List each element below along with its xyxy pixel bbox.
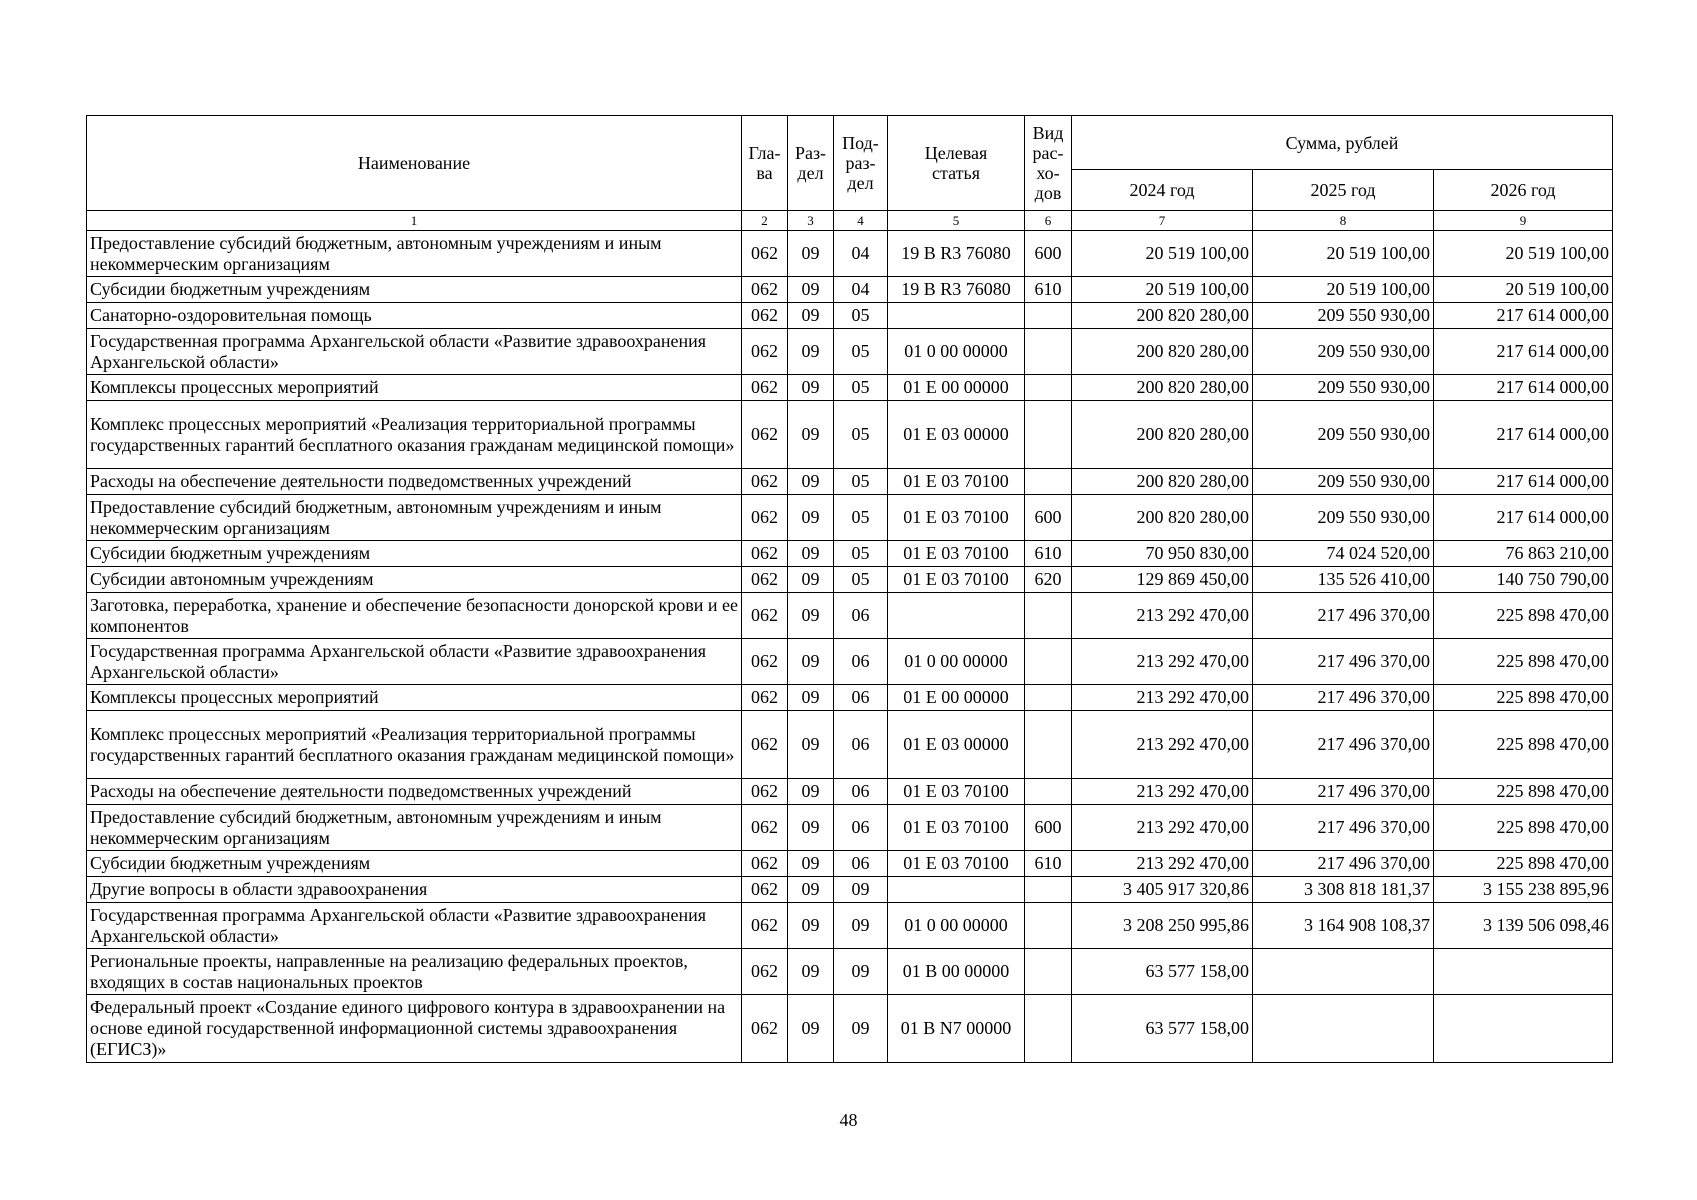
row-amount-2025: 217 496 370,00 [1253, 593, 1434, 639]
row-chapter: 062 [742, 711, 788, 779]
row-expense-type [1025, 903, 1072, 949]
row-section: 09 [788, 231, 834, 277]
row-subsection: 05 [834, 375, 888, 401]
row-subsection: 09 [834, 995, 888, 1063]
row-name: Предоставление субсидий бюджетным, автономным учреждениям и иным некоммерческим организациям [87, 805, 742, 851]
row-expense-type: 600 [1025, 495, 1072, 541]
row-amount-2024: 20 519 100,00 [1072, 231, 1253, 277]
row-section: 09 [788, 541, 834, 567]
row-subsection: 06 [834, 639, 888, 685]
row-target-article: 01 B 00 00000 [888, 949, 1025, 995]
row-expense-type [1025, 401, 1072, 469]
row-amount-2026: 225 898 470,00 [1434, 639, 1613, 685]
row-expense-type: 600 [1025, 805, 1072, 851]
row-amount-2024: 200 820 280,00 [1072, 401, 1253, 469]
row-amount-2026: 217 614 000,00 [1434, 375, 1613, 401]
row-chapter: 062 [742, 685, 788, 711]
row-expense-type [1025, 329, 1072, 375]
row-expense-type: 610 [1025, 851, 1072, 877]
row-subsection: 09 [834, 903, 888, 949]
row-amount-2026: 76 863 210,00 [1434, 541, 1613, 567]
budget-table [86, 115, 1613, 1063]
row-subsection: 05 [834, 567, 888, 593]
row-section: 09 [788, 711, 834, 779]
table-row [87, 375, 1613, 401]
row-amount-2026: 225 898 470,00 [1434, 851, 1613, 877]
row-name: Государственная программа Архангельской области «Развитие здравоохранения Архангельской области» [87, 329, 742, 375]
row-amount-2024: 213 292 470,00 [1072, 639, 1253, 685]
row-subsection: 05 [834, 303, 888, 329]
row-target-article: 01 Е 03 70100 [888, 567, 1025, 593]
row-section: 09 [788, 779, 834, 805]
row-amount-2024: 3 405 917 320,86 [1072, 877, 1253, 903]
row-subsection: 04 [834, 231, 888, 277]
row-chapter: 062 [742, 949, 788, 995]
row-amount-2025: 3 164 908 108,37 [1253, 903, 1434, 949]
row-chapter: 062 [742, 903, 788, 949]
row-amount-2024: 129 869 450,00 [1072, 567, 1253, 593]
row-amount-2025: 217 496 370,00 [1253, 639, 1434, 685]
table-row [87, 805, 1613, 851]
row-expense-type: 600 [1025, 231, 1072, 277]
row-subsection: 09 [834, 949, 888, 995]
row-chapter: 062 [742, 303, 788, 329]
row-target-article: 01 Е 03 70100 [888, 495, 1025, 541]
row-name: Заготовка, переработка, хранение и обеспечение безопасности донорской крови и ее компонентов [87, 593, 742, 639]
row-amount-2026: 20 519 100,00 [1434, 231, 1613, 277]
row-name: Комплексы процессных мероприятий [87, 685, 742, 711]
row-section: 09 [788, 329, 834, 375]
row-name: Расходы на обеспечение деятельности подведомственных учреждений [87, 779, 742, 805]
row-target-article: 01 Е 03 70100 [888, 805, 1025, 851]
row-amount-2025 [1253, 949, 1434, 995]
column-number: 4 [834, 211, 888, 231]
row-amount-2026: 217 614 000,00 [1434, 303, 1613, 329]
row-amount-2026: 217 614 000,00 [1434, 401, 1613, 469]
row-amount-2024: 200 820 280,00 [1072, 375, 1253, 401]
row-amount-2024: 200 820 280,00 [1072, 329, 1253, 375]
table-row [87, 303, 1613, 329]
page-number: 48 [839, 1110, 858, 1130]
column-number: 2 [742, 211, 788, 231]
row-expense-type [1025, 303, 1072, 329]
row-target-article: 01 Е 00 00000 [888, 375, 1025, 401]
row-amount-2026: 225 898 470,00 [1434, 779, 1613, 805]
row-name: Другие вопросы в области здравоохранения [87, 877, 742, 903]
row-section: 09 [788, 877, 834, 903]
row-target-article: 01 0 00 00000 [888, 639, 1025, 685]
row-chapter: 062 [742, 639, 788, 685]
table-row [87, 685, 1613, 711]
row-section: 09 [788, 593, 834, 639]
table-row [87, 711, 1613, 779]
row-name: Санаторно-оздоровительная помощь [87, 303, 742, 329]
row-amount-2025: 209 550 930,00 [1253, 401, 1434, 469]
row-subsection: 06 [834, 593, 888, 639]
header-year-2025: 2025 год [1253, 170, 1434, 211]
row-section: 09 [788, 851, 834, 877]
row-subsection: 06 [834, 805, 888, 851]
row-amount-2025: 20 519 100,00 [1253, 277, 1434, 303]
row-name: Государственная программа Архангельской области «Развитие здравоохранения Архангельской области» [87, 639, 742, 685]
header-target-article: Целевая статья [888, 116, 1025, 211]
row-name: Субсидии бюджетным учреждениям [87, 277, 742, 303]
row-amount-2025: 209 550 930,00 [1253, 329, 1434, 375]
header-sum: Сумма, рублей [1072, 116, 1613, 170]
row-chapter: 062 [742, 329, 788, 375]
table-row [87, 469, 1613, 495]
table-row [87, 995, 1613, 1063]
row-amount-2025 [1253, 995, 1434, 1063]
row-chapter: 062 [742, 851, 788, 877]
row-target-article: 19 B R3 76080 [888, 277, 1025, 303]
row-name: Расходы на обеспечение деятельности подведомственных учреждений [87, 469, 742, 495]
row-amount-2024: 20 519 100,00 [1072, 277, 1253, 303]
row-section: 09 [788, 567, 834, 593]
row-subsection: 06 [834, 685, 888, 711]
row-section: 09 [788, 949, 834, 995]
row-chapter: 062 [742, 401, 788, 469]
row-chapter: 062 [742, 593, 788, 639]
row-amount-2026: 3 155 238 895,96 [1434, 877, 1613, 903]
row-amount-2026 [1434, 995, 1613, 1063]
row-expense-type [1025, 877, 1072, 903]
row-subsection: 05 [834, 329, 888, 375]
table-row [87, 567, 1613, 593]
row-chapter: 062 [742, 231, 788, 277]
row-target-article: 19 B R3 76080 [888, 231, 1025, 277]
table-row [87, 329, 1613, 375]
row-amount-2026: 225 898 470,00 [1434, 685, 1613, 711]
row-target-article: 01 Е 03 70100 [888, 541, 1025, 567]
row-amount-2026: 225 898 470,00 [1434, 593, 1613, 639]
row-expense-type [1025, 779, 1072, 805]
row-subsection: 06 [834, 779, 888, 805]
row-target-article: 01 Е 03 00000 [888, 401, 1025, 469]
row-section: 09 [788, 303, 834, 329]
column-number: 6 [1025, 211, 1072, 231]
row-amount-2025: 3 308 818 181,37 [1253, 877, 1434, 903]
row-target-article: 01 0 00 00000 [888, 329, 1025, 375]
row-amount-2025: 217 496 370,00 [1253, 685, 1434, 711]
row-name: Федеральный проект «Создание единого цифрового контура в здравоохранении на основе единой государственной информационной системы здравоохранения (ЕГИСЗ)» [87, 995, 742, 1063]
table-row [87, 639, 1613, 685]
row-name: Комплексы процессных мероприятий [87, 375, 742, 401]
header-chapter: Гла- ва [742, 116, 788, 211]
row-amount-2024: 213 292 470,00 [1072, 593, 1253, 639]
row-amount-2025: 209 550 930,00 [1253, 303, 1434, 329]
row-amount-2024: 200 820 280,00 [1072, 303, 1253, 329]
table-row [87, 851, 1613, 877]
row-amount-2026: 20 519 100,00 [1434, 277, 1613, 303]
row-subsection: 04 [834, 277, 888, 303]
row-amount-2026 [1434, 949, 1613, 995]
row-amount-2024: 3 208 250 995,86 [1072, 903, 1253, 949]
row-expense-type: 620 [1025, 567, 1072, 593]
row-section: 09 [788, 469, 834, 495]
row-amount-2025: 217 496 370,00 [1253, 779, 1434, 805]
row-target-article [888, 877, 1025, 903]
row-amount-2024: 213 292 470,00 [1072, 685, 1253, 711]
row-expense-type: 610 [1025, 277, 1072, 303]
row-subsection: 09 [834, 877, 888, 903]
row-chapter: 062 [742, 541, 788, 567]
row-expense-type [1025, 685, 1072, 711]
row-amount-2024: 200 820 280,00 [1072, 469, 1253, 495]
row-target-article: 01 B N7 00000 [888, 995, 1025, 1063]
row-name: Комплекс процессных мероприятий «Реализация территориальной программы государственных гарантий бесплатного оказания гражданам медицинской помощи» [87, 711, 742, 779]
row-expense-type [1025, 995, 1072, 1063]
row-amount-2026: 217 614 000,00 [1434, 495, 1613, 541]
row-name: Государственная программа Архангельской области «Развитие здравоохранения Архангельской области» [87, 903, 742, 949]
row-subsection: 06 [834, 851, 888, 877]
row-target-article: 01 Е 00 00000 [888, 685, 1025, 711]
row-amount-2024: 213 292 470,00 [1072, 851, 1253, 877]
row-name: Субсидии бюджетным учреждениям [87, 851, 742, 877]
table-body [87, 231, 1613, 1063]
row-amount-2024: 63 577 158,00 [1072, 949, 1253, 995]
row-chapter: 062 [742, 805, 788, 851]
row-amount-2025: 209 550 930,00 [1253, 495, 1434, 541]
row-amount-2026: 3 139 506 098,46 [1434, 903, 1613, 949]
row-amount-2024: 200 820 280,00 [1072, 495, 1253, 541]
row-subsection: 06 [834, 711, 888, 779]
row-amount-2026: 225 898 470,00 [1434, 805, 1613, 851]
row-amount-2024: 70 950 830,00 [1072, 541, 1253, 567]
row-subsection: 05 [834, 401, 888, 469]
row-chapter: 062 [742, 877, 788, 903]
row-expense-type [1025, 639, 1072, 685]
header-year-2024: 2024 год [1072, 170, 1253, 211]
row-amount-2024: 213 292 470,00 [1072, 711, 1253, 779]
row-name: Предоставление субсидий бюджетным, автономным учреждениям и иным некоммерческим организациям [87, 495, 742, 541]
table-row [87, 231, 1613, 277]
row-amount-2025: 217 496 370,00 [1253, 805, 1434, 851]
row-chapter: 062 [742, 469, 788, 495]
row-target-article: 01 0 00 00000 [888, 903, 1025, 949]
row-chapter: 062 [742, 567, 788, 593]
row-target-article: 01 Е 03 70100 [888, 851, 1025, 877]
row-amount-2026: 140 750 790,00 [1434, 567, 1613, 593]
row-amount-2024: 213 292 470,00 [1072, 805, 1253, 851]
row-section: 09 [788, 995, 834, 1063]
row-expense-type [1025, 469, 1072, 495]
header-name: Наименование [87, 116, 742, 211]
table-row [87, 877, 1613, 903]
table-row [87, 277, 1613, 303]
column-number: 9 [1434, 211, 1613, 231]
row-subsection: 05 [834, 469, 888, 495]
row-amount-2025: 74 024 520,00 [1253, 541, 1434, 567]
row-name: Предоставление субсидий бюджетным, автономным учреждениям и иным некоммерческим организациям [87, 231, 742, 277]
row-section: 09 [788, 375, 834, 401]
header-subsection: Под- раз- дел [834, 116, 888, 211]
row-chapter: 062 [742, 277, 788, 303]
column-number: 3 [788, 211, 834, 231]
row-amount-2026: 225 898 470,00 [1434, 711, 1613, 779]
row-target-article [888, 303, 1025, 329]
header-year-2026: 2026 год [1434, 170, 1613, 211]
row-amount-2025: 209 550 930,00 [1253, 375, 1434, 401]
table-row [87, 541, 1613, 567]
row-amount-2025: 209 550 930,00 [1253, 469, 1434, 495]
row-section: 09 [788, 903, 834, 949]
table-row [87, 401, 1613, 469]
page-content [86, 115, 1612, 1063]
row-target-article: 01 Е 03 70100 [888, 779, 1025, 805]
row-amount-2024: 213 292 470,00 [1072, 779, 1253, 805]
column-number: 1 [87, 211, 742, 231]
row-target-article: 01 Е 03 70100 [888, 469, 1025, 495]
column-number-row [87, 211, 1613, 231]
table-row [87, 903, 1613, 949]
row-subsection: 05 [834, 495, 888, 541]
row-amount-2025: 217 496 370,00 [1253, 711, 1434, 779]
row-amount-2026: 217 614 000,00 [1434, 329, 1613, 375]
column-number: 7 [1072, 211, 1253, 231]
table-row [87, 779, 1613, 805]
header-expense-type: Вид рас- хо- дов [1025, 116, 1072, 211]
row-expense-type: 610 [1025, 541, 1072, 567]
row-amount-2026: 217 614 000,00 [1434, 469, 1613, 495]
column-number: 8 [1253, 211, 1434, 231]
row-amount-2025: 135 526 410,00 [1253, 567, 1434, 593]
row-name: Субсидии бюджетным учреждениям [87, 541, 742, 567]
row-chapter: 062 [742, 995, 788, 1063]
table-row [87, 949, 1613, 995]
row-amount-2025: 20 519 100,00 [1253, 231, 1434, 277]
row-name: Комплекс процессных мероприятий «Реализация территориальной программы государственных гарантий бесплатного оказания гражданам медицинской помощи» [87, 401, 742, 469]
row-chapter: 062 [742, 375, 788, 401]
row-section: 09 [788, 495, 834, 541]
table-row [87, 593, 1613, 639]
row-name: Субсидии автономным учреждениям [87, 567, 742, 593]
row-expense-type [1025, 949, 1072, 995]
row-chapter: 062 [742, 495, 788, 541]
row-section: 09 [788, 277, 834, 303]
row-section: 09 [788, 401, 834, 469]
row-expense-type [1025, 593, 1072, 639]
row-amount-2024: 63 577 158,00 [1072, 995, 1253, 1063]
row-target-article [888, 593, 1025, 639]
header-section: Раз- дел [788, 116, 834, 211]
row-section: 09 [788, 805, 834, 851]
row-name: Региональные проекты, направленные на реализацию федеральных проектов, входящих в состав национальных проектов [87, 949, 742, 995]
row-chapter: 062 [742, 779, 788, 805]
row-expense-type [1025, 711, 1072, 779]
row-subsection: 05 [834, 541, 888, 567]
table-row [87, 495, 1613, 541]
row-section: 09 [788, 639, 834, 685]
row-target-article: 01 Е 03 00000 [888, 711, 1025, 779]
row-expense-type [1025, 375, 1072, 401]
row-section: 09 [788, 685, 834, 711]
column-number: 5 [888, 211, 1025, 231]
row-amount-2025: 217 496 370,00 [1253, 851, 1434, 877]
